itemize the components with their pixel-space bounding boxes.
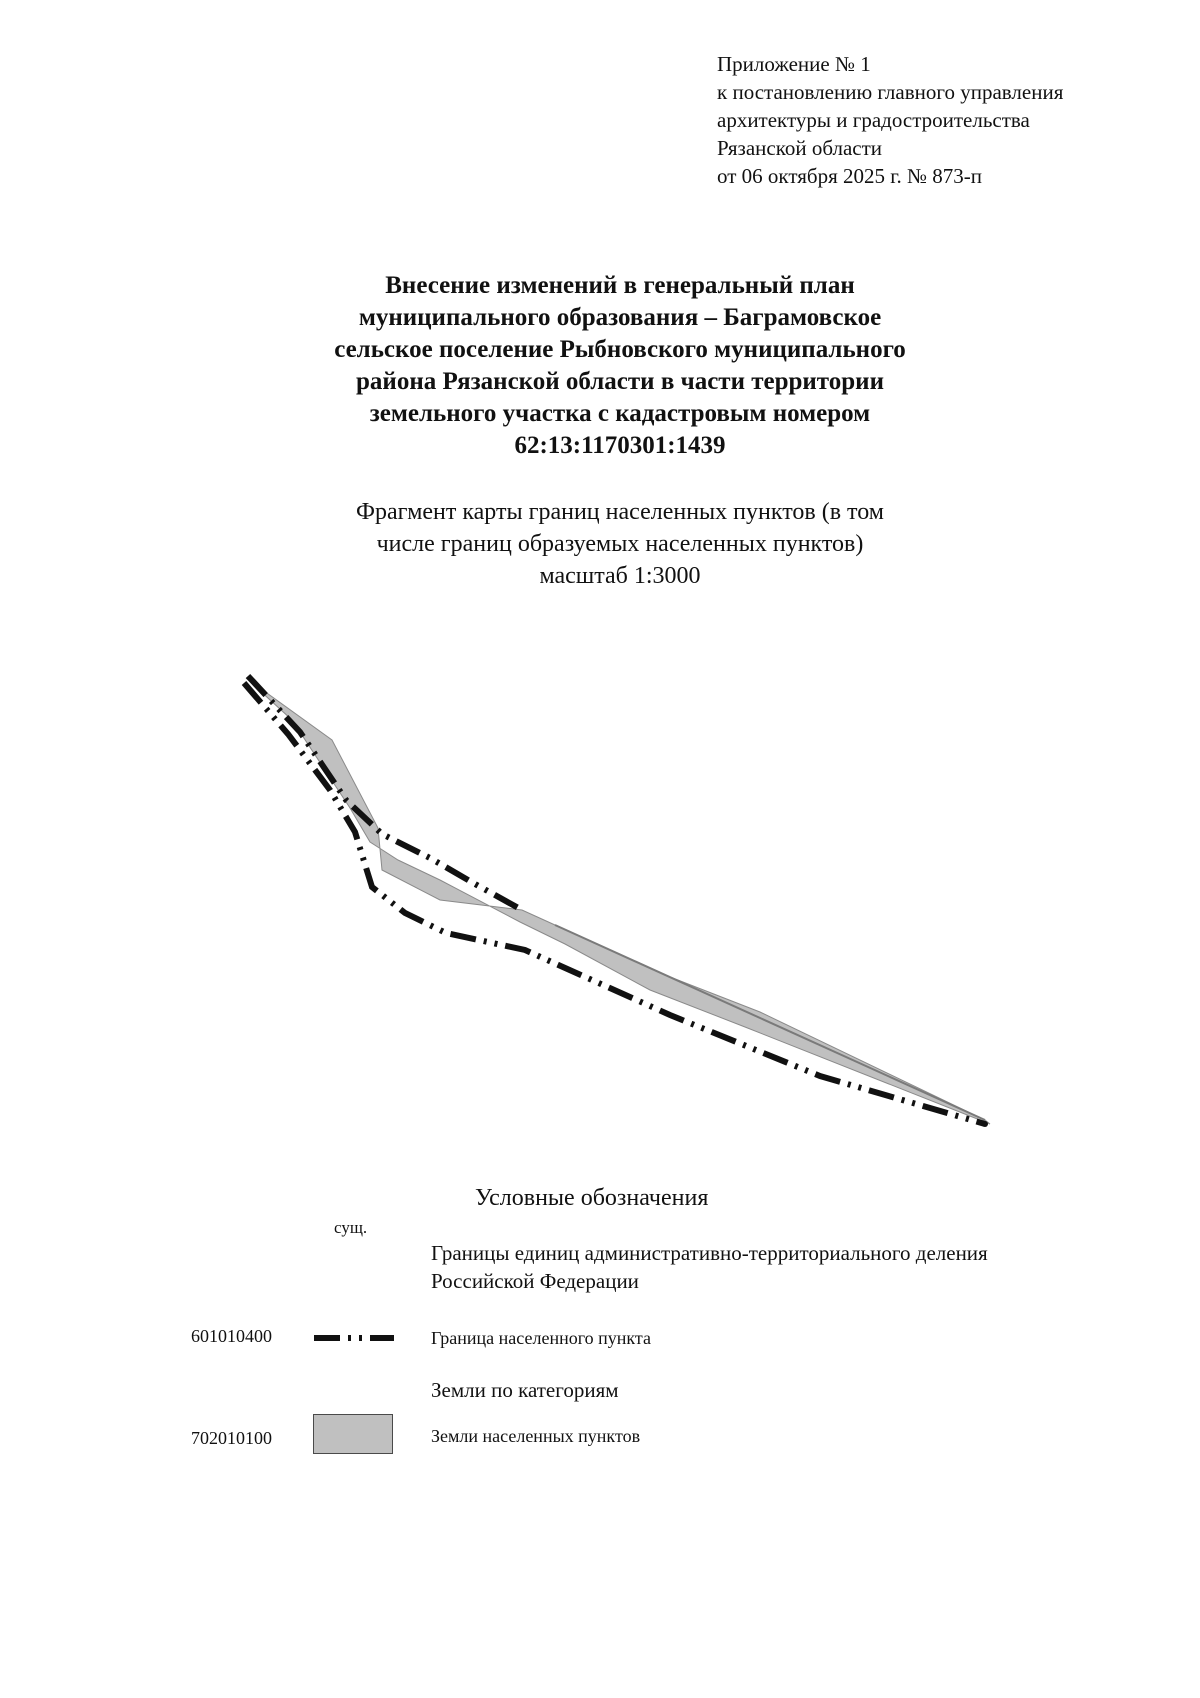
legend-code-settlement-lands: 702010100 — [191, 1428, 272, 1448]
title-line: Внесение изменений в генеральный план — [385, 272, 855, 299]
title-line: 62:13:1170301:1439 — [514, 432, 726, 459]
legend-heading: Условные обозначения — [475, 1185, 709, 1211]
title-line: сельское поселение Рыбновского муниципального — [334, 336, 906, 363]
legend-existing-label: сущ. — [334, 1218, 368, 1237]
title-line: района Рязанской области в части территории — [356, 368, 884, 395]
annex-line: архитектуры и градостроительства — [717, 108, 1030, 132]
legend-categories-heading: Земли по категориям — [431, 1378, 619, 1402]
legend-admin-boundaries — [431, 1239, 1131, 1295]
annex-line: к постановлению главного управления — [717, 80, 1064, 104]
legend-settlement-lands-swatch — [313, 1414, 393, 1454]
annex-line: Рязанской области — [717, 136, 883, 160]
settlement-boundary-south — [244, 683, 985, 1124]
legend-boundary-line-symbol — [314, 1331, 394, 1345]
legend-admin-line: Границы единиц административно-территориального деления — [431, 1241, 988, 1265]
caption-line: Фрагмент карты границ населенных пунктов (в том — [356, 499, 884, 525]
caption-line: числе границ образуемых населенных пунктов) — [376, 531, 864, 557]
title-line: земельного участка с кадастровым номером — [369, 400, 871, 427]
legend-settlement-lands-label: Земли населенных пунктов — [431, 1426, 641, 1446]
title-line: муниципального образования – Баграмовское — [358, 304, 882, 331]
legend-code-settlement-boundary: 601010400 — [191, 1326, 272, 1346]
caption-line: масштаб 1:3000 — [539, 563, 701, 589]
settlement-land-area — [246, 678, 990, 1124]
legend-admin-line: Российской Федерации — [431, 1269, 639, 1293]
boundary-end-point — [982, 1121, 988, 1127]
settlement-land-edge — [555, 925, 985, 1120]
annex-line: Приложение № 1 — [717, 52, 871, 76]
legend-settlement-boundary-label: Граница населенного пункта — [431, 1328, 651, 1348]
annex-line: от 06 октября 2025 г. № 873-п — [717, 164, 982, 188]
